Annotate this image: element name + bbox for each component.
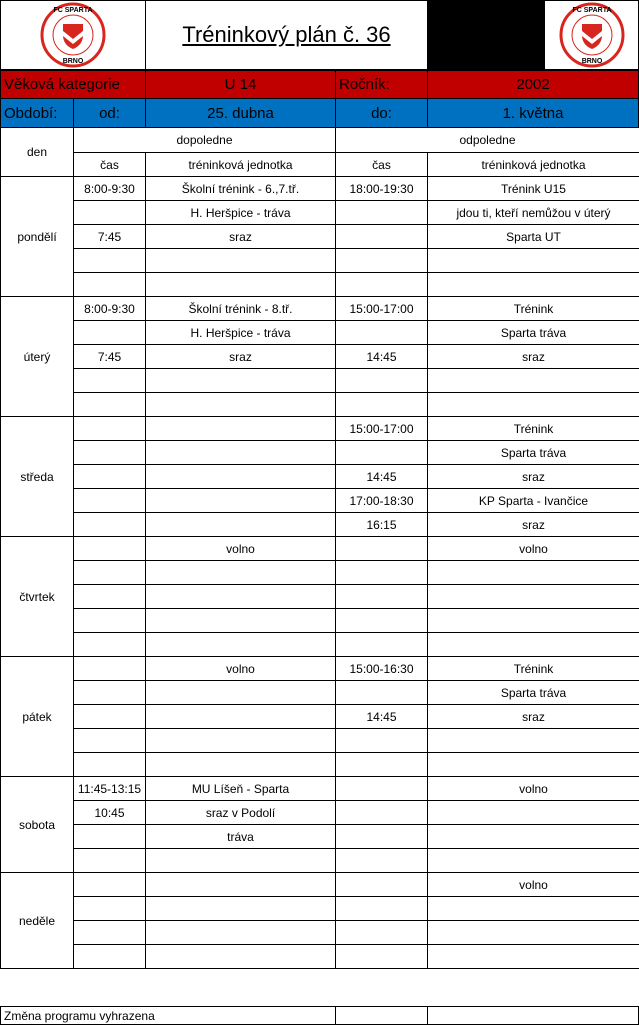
year-label: Ročník: (335, 70, 428, 99)
morning-unit-cell (146, 273, 336, 297)
morning-unit-cell: volno (146, 537, 336, 561)
schedule-row (1, 609, 639, 633)
period-label: Období: (0, 98, 74, 128)
afternoon-unit-cell: Trénink U15 (428, 177, 639, 201)
schedule-row (1, 873, 639, 897)
header-row-2 (1, 153, 639, 177)
schedule-row (1, 345, 639, 369)
footer-note: Změna programu vyhrazena (0, 1006, 336, 1025)
afternoon-unit-cell (428, 753, 639, 777)
afternoon-time-cell (336, 825, 428, 849)
morning-time-cell (74, 369, 146, 393)
schedule-row (1, 825, 639, 849)
afternoon-unit-cell (428, 585, 639, 609)
schedule-row (1, 321, 639, 345)
afternoon-unit-cell: volno (428, 537, 639, 561)
afternoon-unit-cell: Trénink (428, 297, 639, 321)
afternoon-time-cell (336, 873, 428, 897)
afternoon-time-cell: 15:00-17:00 (336, 297, 428, 321)
morning-unit-cell (146, 441, 336, 465)
schedule-row (1, 585, 639, 609)
morning-unit-cell: volno (146, 657, 336, 681)
morning-header: dopoledne (74, 128, 336, 153)
day-label: pondělí (1, 177, 74, 297)
schedule-row (1, 849, 639, 873)
afternoon-time-cell (336, 753, 428, 777)
schedule-row (1, 777, 639, 801)
afternoon-time-cell (336, 633, 428, 657)
footer-row (0, 1006, 639, 1025)
afternoon-unit-cell (428, 801, 639, 825)
schedule-row (1, 897, 639, 921)
afternoon-unit-cell: Sparta tráva (428, 321, 639, 345)
year-value: 2002 (427, 70, 639, 99)
afternoon-unit-cell: volno (428, 873, 639, 897)
afternoon-time-cell (336, 729, 428, 753)
schedule-row (1, 273, 639, 297)
day-label: úterý (1, 297, 74, 417)
schedule-row (1, 729, 639, 753)
morning-unit-cell: H. Heršpice - tráva (146, 321, 336, 345)
schedule-row (1, 249, 639, 273)
morning-unit-cell (146, 489, 336, 513)
schedule-row (1, 201, 639, 225)
afternoon-unit-cell: Sparta UT (428, 225, 639, 249)
title-row (0, 0, 639, 70)
morning-unit-cell (146, 873, 336, 897)
morning-time-cell (74, 873, 146, 897)
morning-time-cell (74, 321, 146, 345)
afternoon-time-cell (336, 321, 428, 345)
schedule-row (1, 921, 639, 945)
morning-time-cell: 10:45 (74, 801, 146, 825)
morning-time-cell (74, 849, 146, 873)
morning-unit-cell (146, 249, 336, 273)
schedule-row (1, 465, 639, 489)
morning-time-cell: 8:00-9:30 (74, 297, 146, 321)
afternoon-time-cell: 14:45 (336, 705, 428, 729)
footer-empty-1 (335, 1006, 428, 1025)
fc-sparta-logo-icon (40, 2, 106, 68)
schedule-row (1, 177, 639, 201)
svg-text:BRNO: BRNO (62, 58, 84, 65)
morning-time-cell (74, 561, 146, 585)
afternoon-time-cell: 15:00-16:30 (336, 657, 428, 681)
schedule-row (1, 681, 639, 705)
afternoon-time-cell: 16:15 (336, 513, 428, 537)
morning-time-cell (74, 585, 146, 609)
morning-time-cell (74, 753, 146, 777)
afternoon-unit-cell: Sparta tráva (428, 681, 639, 705)
to-label: do: (335, 98, 428, 128)
morning-time-cell: 8:00-9:30 (74, 177, 146, 201)
morning-unit-cell (146, 921, 336, 945)
schedule-row (1, 657, 639, 681)
morning-unit-cell (146, 681, 336, 705)
day-label: středa (1, 417, 74, 537)
morning-unit-cell (146, 705, 336, 729)
svg-text:FC SPARTA: FC SPARTA (571, 7, 612, 14)
morning-time-cell (74, 417, 146, 441)
afternoon-unit-cell: sraz (428, 465, 639, 489)
afternoon-unit-cell (428, 633, 639, 657)
morning-unit-cell (146, 585, 336, 609)
afternoon-unit-cell: Trénink (428, 417, 639, 441)
afternoon-time-cell: 14:45 (336, 465, 428, 489)
afternoon-time-cell (336, 897, 428, 921)
schedule-row (1, 561, 639, 585)
afternoon-time-header: čas (336, 153, 428, 177)
morning-unit-cell: tráva (146, 825, 336, 849)
afternoon-time-cell (336, 585, 428, 609)
to-value: 1. května (427, 98, 639, 128)
morning-time-header: čas (74, 153, 146, 177)
header-row-1 (1, 128, 639, 153)
afternoon-time-cell (336, 537, 428, 561)
left-logo (0, 0, 146, 70)
morning-time-cell (74, 705, 146, 729)
schedule-row (1, 801, 639, 825)
morning-time-cell: 11:45-13:15 (74, 777, 146, 801)
morning-unit-cell (146, 369, 336, 393)
schedule-row (1, 441, 639, 465)
afternoon-time-cell: 15:00-17:00 (336, 417, 428, 441)
den-header: den (1, 128, 74, 177)
morning-unit-cell: sraz (146, 225, 336, 249)
afternoon-time-cell (336, 945, 428, 969)
footer-empty-2 (427, 1006, 639, 1025)
afternoon-time-cell: 14:45 (336, 345, 428, 369)
afternoon-unit-cell: sraz (428, 513, 639, 537)
morning-time-cell (74, 825, 146, 849)
morning-time-cell (74, 609, 146, 633)
afternoon-unit-cell (428, 609, 639, 633)
morning-unit-cell (146, 729, 336, 753)
day-label: sobota (1, 777, 74, 873)
afternoon-time-cell (336, 561, 428, 585)
morning-unit-cell (146, 897, 336, 921)
afternoon-unit-cell: jdou ti, kteří nemůžou v úterý (428, 201, 639, 225)
morning-unit-cell: sraz (146, 345, 336, 369)
schedule-row (1, 225, 639, 249)
morning-unit-cell: sraz v Podolí (146, 801, 336, 825)
svg-text:FC SPARTA: FC SPARTA (53, 7, 93, 14)
afternoon-time-cell (336, 609, 428, 633)
afternoon-unit-cell: volno (428, 777, 639, 801)
afternoon-time-cell (336, 681, 428, 705)
afternoon-unit-cell (428, 945, 639, 969)
schedule-row (1, 297, 639, 321)
afternoon-time-cell (336, 777, 428, 801)
afternoon-time-cell (336, 849, 428, 873)
afternoon-time-cell (336, 393, 428, 417)
morning-time-cell (74, 945, 146, 969)
afternoon-unit-cell (428, 273, 639, 297)
morning-unit-cell (146, 465, 336, 489)
afternoon-unit-cell: Sparta tráva (428, 441, 639, 465)
afternoon-unit-cell: Trénink (428, 657, 639, 681)
schedule-row (1, 537, 639, 561)
morning-unit-cell (146, 633, 336, 657)
from-label: od: (73, 98, 146, 128)
afternoon-time-cell (336, 801, 428, 825)
category-value: U 14 (145, 70, 336, 99)
afternoon-unit-cell (428, 729, 639, 753)
afternoon-unit-cell (428, 897, 639, 921)
afternoon-unit-cell (428, 849, 639, 873)
afternoon-unit-cell (428, 393, 639, 417)
afternoon-time-cell (336, 249, 428, 273)
schedule-table (0, 127, 639, 969)
afternoon-unit-cell: sraz (428, 345, 639, 369)
morning-unit-cell (146, 753, 336, 777)
morning-unit-cell (146, 849, 336, 873)
afternoon-unit-cell (428, 921, 639, 945)
morning-time-cell (74, 657, 146, 681)
morning-unit-cell: H. Heršpice - tráva (146, 201, 336, 225)
morning-time-cell (74, 441, 146, 465)
afternoon-unit-cell (428, 369, 639, 393)
afternoon-unit-cell: KP Sparta - Ivančice (428, 489, 639, 513)
morning-time-cell (74, 513, 146, 537)
afternoon-unit-cell: sraz (428, 705, 639, 729)
morning-time-cell (74, 921, 146, 945)
afternoon-time-cell: 17:00-18:30 (336, 489, 428, 513)
morning-unit-cell (146, 513, 336, 537)
morning-unit-header: tréninková jednotka (146, 153, 336, 177)
schedule-row (1, 393, 639, 417)
afternoon-header: odpoledne (336, 128, 639, 153)
morning-unit-cell (146, 561, 336, 585)
morning-time-cell: 7:45 (74, 345, 146, 369)
schedule-row (1, 417, 639, 441)
afternoon-unit-header: tréninková jednotka (428, 153, 639, 177)
schedule-row (1, 945, 639, 969)
day-label: čtvrtek (1, 537, 74, 657)
fc-sparta-logo-icon (559, 2, 625, 68)
day-label: pátek (1, 657, 74, 777)
schedule-row (1, 489, 639, 513)
afternoon-unit-cell (428, 825, 639, 849)
category-label: Věková kategorie (0, 70, 146, 99)
morning-time-cell (74, 897, 146, 921)
morning-time-cell (74, 465, 146, 489)
morning-time-cell (74, 729, 146, 753)
afternoon-time-cell: 18:00-19:30 (336, 177, 428, 201)
morning-unit-cell (146, 393, 336, 417)
schedule-row (1, 753, 639, 777)
morning-unit-cell (146, 945, 336, 969)
morning-time-cell (74, 681, 146, 705)
schedule-row (1, 705, 639, 729)
morning-time-cell (74, 201, 146, 225)
morning-time-cell (74, 273, 146, 297)
schedule-row (1, 513, 639, 537)
afternoon-time-cell (336, 225, 428, 249)
morning-unit-cell: Školní trénink - 6.,7.tř. (146, 177, 336, 201)
afternoon-time-cell (336, 369, 428, 393)
right-logo (544, 0, 639, 70)
morning-time-cell (74, 537, 146, 561)
afternoon-unit-cell (428, 249, 639, 273)
afternoon-time-cell (336, 273, 428, 297)
morning-unit-cell: MU Líšeň - Sparta (146, 777, 336, 801)
morning-time-cell: 7:45 (74, 225, 146, 249)
morning-unit-cell (146, 417, 336, 441)
schedule-row (1, 633, 639, 657)
from-value: 25. dubna (145, 98, 336, 128)
afternoon-unit-cell (428, 561, 639, 585)
morning-time-cell (74, 489, 146, 513)
afternoon-time-cell (336, 201, 428, 225)
afternoon-time-cell (336, 441, 428, 465)
schedule-row (1, 369, 639, 393)
page-title (145, 0, 428, 70)
page-title-text: Tréninkový plán č. 36 (182, 22, 391, 47)
afternoon-time-cell (336, 921, 428, 945)
day-label: neděle (1, 873, 74, 969)
black-block (427, 0, 545, 70)
morning-time-cell (74, 249, 146, 273)
morning-unit-cell (146, 609, 336, 633)
morning-unit-cell: Školní trénink - 8.tř. (146, 297, 336, 321)
svg-text:BRNO: BRNO (581, 58, 602, 65)
morning-time-cell (74, 393, 146, 417)
morning-time-cell (74, 633, 146, 657)
